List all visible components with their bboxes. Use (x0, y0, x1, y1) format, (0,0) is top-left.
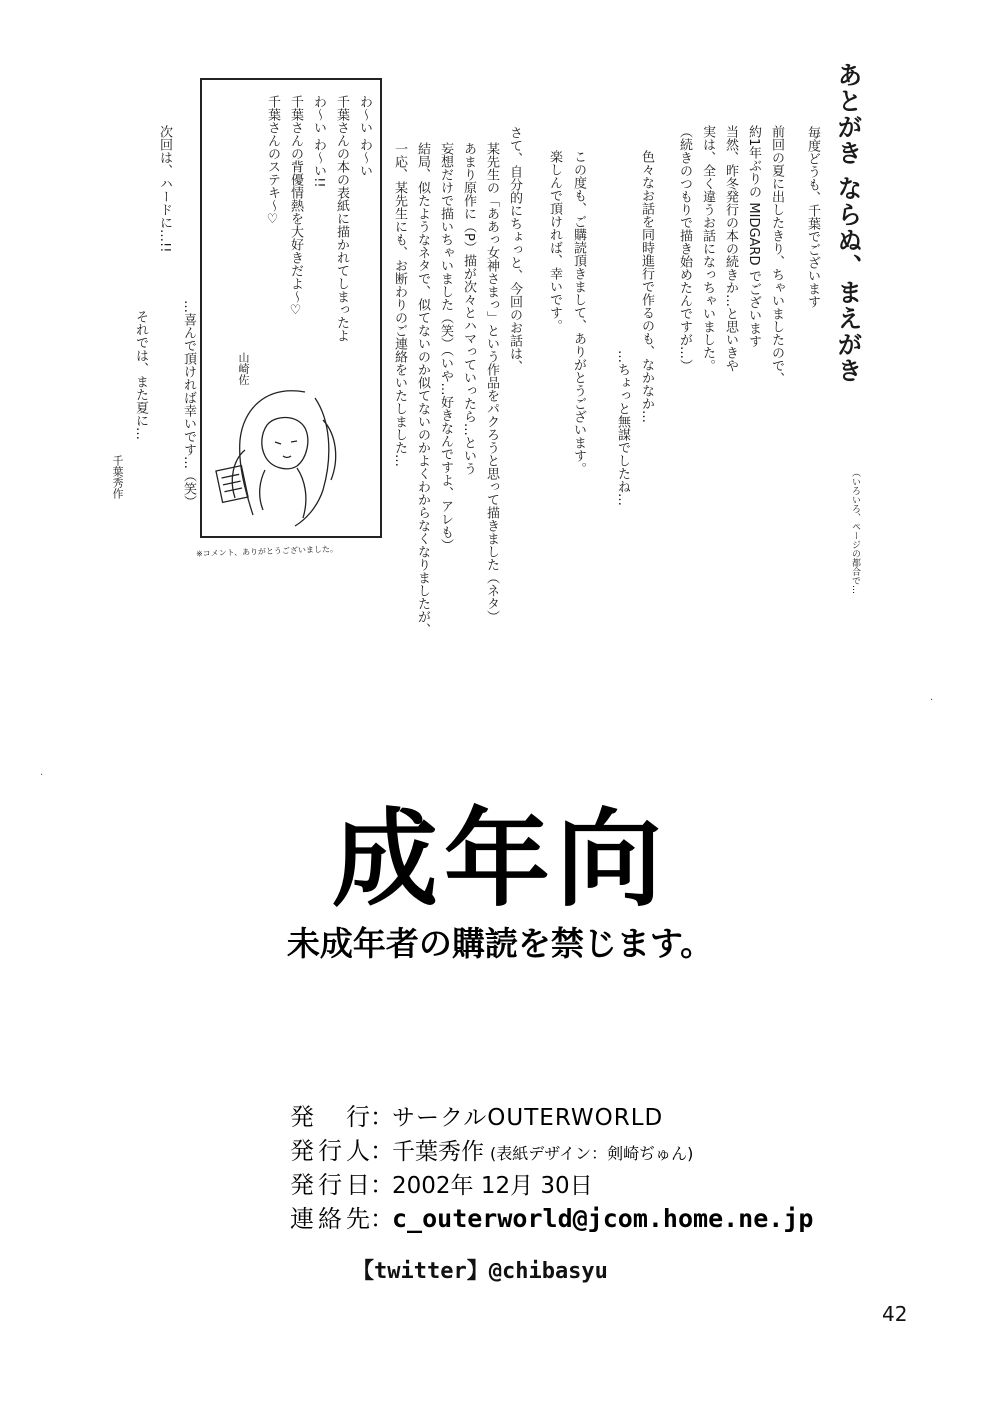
issuer-name: 千葉秀作 (392, 1139, 484, 1165)
afterword-line: あまり原作に（P）描が次々とハマっていったら…という (461, 142, 476, 475)
character-sketch (205, 380, 350, 530)
separator: ： (370, 1103, 394, 1131)
afterword-greeting: 毎度どうも、千葉でございます (805, 126, 820, 308)
afterword-line: 次回は、ハードに…!! (157, 125, 172, 253)
guest-comment-line: わ〜い わ〜い!! (311, 95, 326, 188)
publisher-label: 発 行 (290, 1103, 370, 1131)
afterword-line: …ちょっと無謀でしたね… (615, 350, 630, 506)
scan-speck: · (40, 770, 44, 781)
afterword-heading: あとがき ならぬ、まえがき (834, 62, 863, 384)
scan-speck: · (930, 695, 934, 706)
twitter-handle[interactable]: 【twitter】@chibasyu (352, 1259, 608, 1284)
issuer-note: (表紙デザイン：剣崎ぢゅん) (490, 1144, 694, 1163)
afterword-line: 楽しんで頂ければ、幸いです。 (547, 150, 562, 332)
guest-comment-caption: ※コメント、ありがとうございました。 (195, 544, 339, 559)
date-label: 発行日 (290, 1171, 370, 1199)
afterword-line: 某先生の「ああっ女神さまっ」という作品をパクろうと思って描きました（ネタ） (484, 142, 499, 623)
page-number: 42 (882, 1302, 908, 1326)
colophon-contact-row (290, 1199, 813, 1237)
afterword-line: 一応、某先生にも、お断わりのご連絡をいたしました… (392, 142, 407, 467)
afterword-line: 約1年ぶりの MIDGARD でございます (746, 125, 761, 348)
guest-comment-line: 千葉さんのステキ〜♡ (265, 95, 280, 227)
afterword-line: …喜んで頂ければ幸いです…（笑） (181, 300, 196, 508)
issuer-label: 発行人 (290, 1137, 370, 1165)
afterword-line: さて、自分的にちょっと、今回のお話は、 (507, 126, 522, 373)
issue-date: 2002年 12月 30日 (392, 1173, 593, 1199)
adult-rating-notice: 未成年者の購読を禁じます。 (286, 924, 714, 963)
afterword-line: 前回の夏に出したきり、ちゃいましたので、 (769, 125, 784, 385)
separator: ： (370, 1137, 394, 1165)
afterword-line: 結局、似たようなネタで、似てないのか似てないのかよくわからなくなりましたが、 (415, 142, 430, 636)
afterword-signature: 千葉秀作 (111, 455, 124, 499)
colophon-issuer-row (290, 1131, 813, 1165)
colophon-date-row (290, 1165, 813, 1199)
afterword-line: （続きのつもりで描き始めたんですが…） (677, 125, 692, 372)
afterword-heading-note: （いろいろ、ページの都合で… (850, 468, 860, 594)
adult-rating-title: 成年向 (332, 798, 668, 921)
contact-label: 連絡先 (290, 1205, 370, 1233)
colophon (290, 1097, 813, 1237)
separator: ： (370, 1205, 394, 1233)
afterword-line: 色々なお話を同時進行で作るのも、なかなか… (639, 150, 654, 423)
colophon-publisher-row (290, 1097, 813, 1131)
afterword-line: 妄想だけで描いちゃいました（笑）（いや…好きなんですよ、アレも） (438, 142, 453, 552)
afterword-line: 当然、昨冬発行の本の続きか…と思いきや (723, 125, 738, 372)
guest-comment-signature: 山崎佐 (237, 352, 250, 385)
separator: ： (370, 1171, 394, 1199)
guest-comment-line: 千葉さんの本の表紙に描かれてしまったよ (334, 95, 349, 342)
guest-comment-line: 千葉さんの背優情熱を大好きだよ〜♡ (288, 95, 303, 318)
afterword-line: 実は、全く違うお話になっちゃいました。 (700, 125, 715, 372)
contact-email[interactable]: c_outerworld@jcom.home.ne.jp (392, 1204, 814, 1233)
guest-comment-line: わ〜い わ〜い (357, 95, 372, 178)
publisher-name: サークルOUTERWORLD (392, 1105, 664, 1131)
afterword-line: それでは、また夏に… (133, 310, 148, 440)
afterword-line: この度も、ご購読頂きまして、ありがとうございます。 (571, 150, 586, 475)
